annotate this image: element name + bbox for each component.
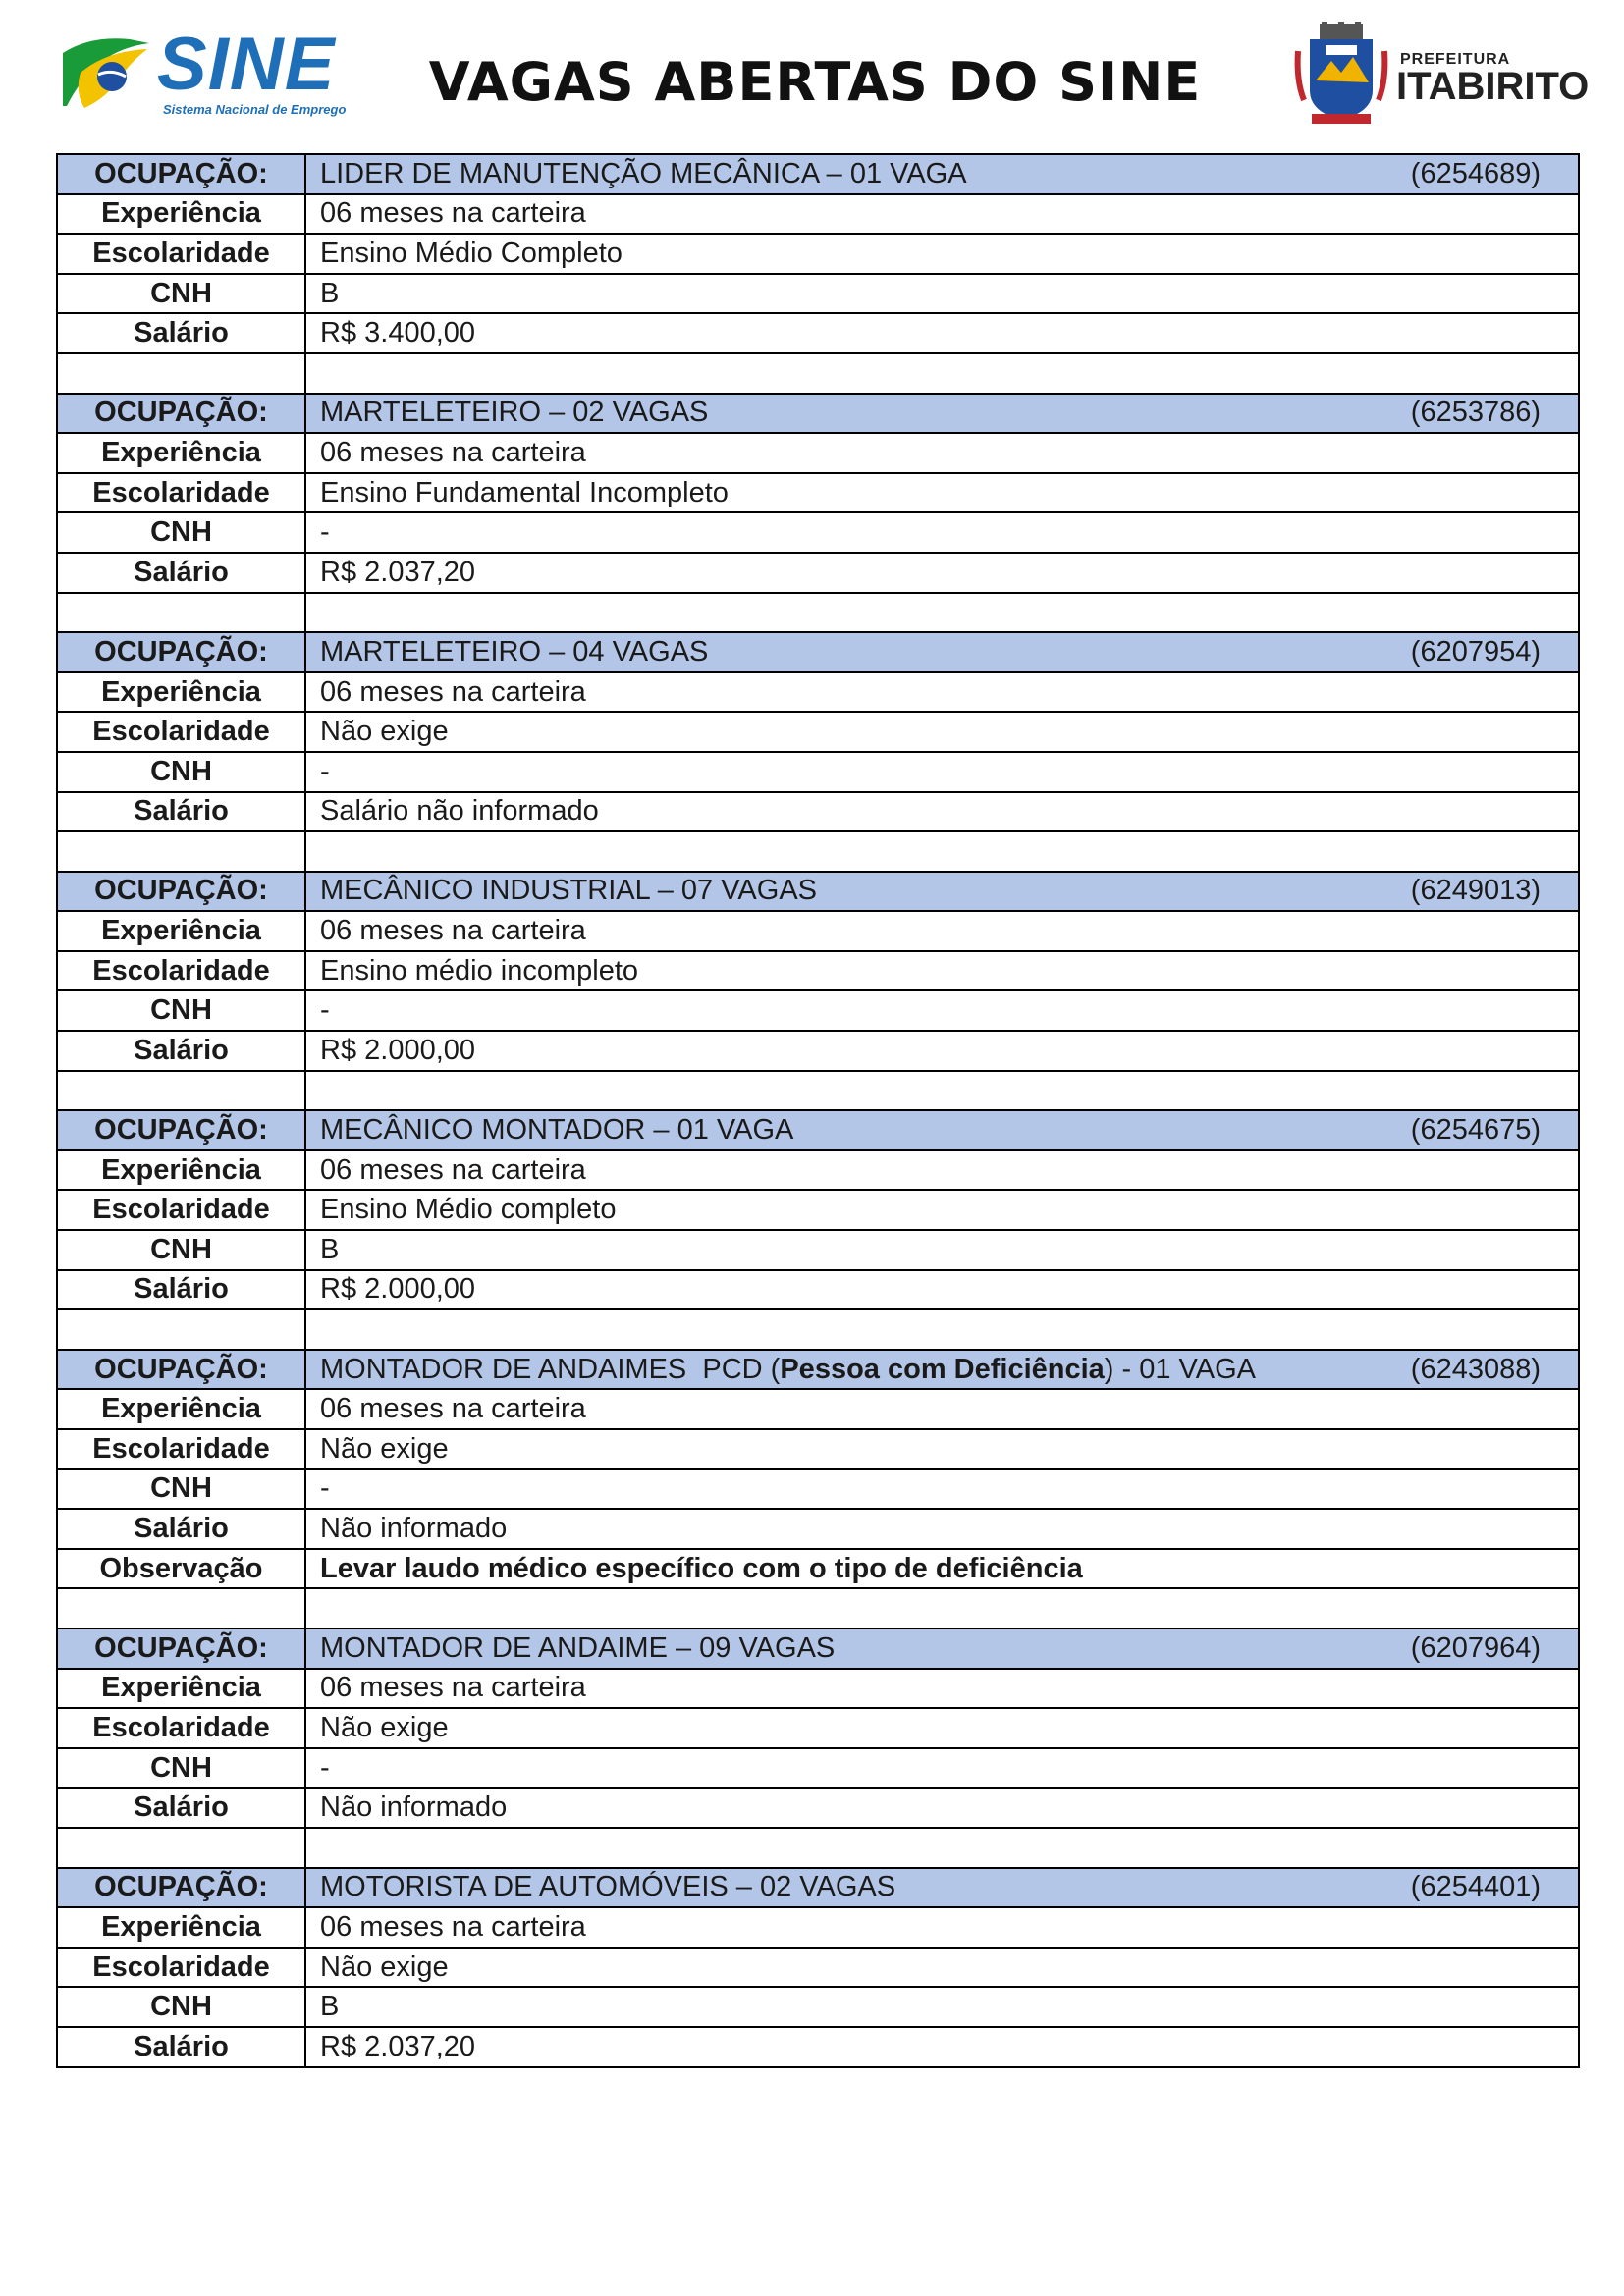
spacer-row	[57, 1828, 1579, 1868]
occupation-title-suffix: ) - 01 VAGA	[1104, 1353, 1256, 1385]
license-value: B	[305, 1987, 1579, 2027]
license-value: -	[305, 990, 1579, 1031]
experience-label: Experiência	[57, 911, 305, 951]
city-name: ITABIRITO	[1396, 65, 1590, 108]
experience-value: 06 meses na carteira	[305, 1150, 1579, 1191]
salary-row	[57, 313, 1579, 353]
sine-logo-text: SINE	[157, 23, 336, 106]
salary-label: Salário	[57, 1788, 305, 1828]
experience-row	[57, 433, 1579, 473]
spacer-row	[57, 593, 1579, 633]
education-label: Escolaridade	[57, 1708, 305, 1748]
license-label: CNH	[57, 1469, 305, 1510]
brazil-flag-icon	[61, 33, 151, 110]
occupation-title: MARTELETEIRO – 02 VAGAS	[320, 397, 709, 429]
job-occupation-row	[57, 1868, 1579, 1908]
education-value: Não exige	[305, 1708, 1579, 1748]
education-value: Não exige	[305, 1948, 1579, 1988]
education-row	[57, 1429, 1579, 1469]
spacer-row	[57, 831, 1579, 872]
sine-logo	[61, 23, 347, 123]
license-row	[57, 1748, 1579, 1789]
education-row	[57, 1708, 1579, 1748]
salary-label: Salário	[57, 313, 305, 353]
occupation-label: OCUPAÇÃO:	[57, 154, 305, 194]
license-label: CNH	[57, 1987, 305, 2027]
occupation-title: MECÂNICO INDUSTRIAL – 07 VAGAS	[320, 875, 818, 907]
job-code: (6207954)	[1410, 635, 1541, 667]
job-code: (6254675)	[1410, 1114, 1541, 1147]
experience-row	[57, 1389, 1579, 1429]
salary-value: R$ 2.037,20	[305, 2027, 1579, 2067]
education-row	[57, 234, 1579, 274]
license-label: CNH	[57, 1230, 305, 1270]
license-value: -	[305, 512, 1579, 553]
spacer-row	[57, 1588, 1579, 1629]
spacer-row	[57, 353, 1579, 394]
education-value: Ensino Médio completo	[305, 1190, 1579, 1230]
job-occupation-row	[57, 1350, 1579, 1390]
education-label: Escolaridade	[57, 712, 305, 752]
license-label: CNH	[57, 990, 305, 1031]
salary-value: Não informado	[305, 1788, 1579, 1828]
salary-label: Salário	[57, 2027, 305, 2067]
education-row	[57, 951, 1579, 991]
experience-value: 06 meses na carteira	[305, 1389, 1579, 1429]
occupation-cell	[305, 872, 1579, 912]
occupation-cell	[305, 632, 1579, 672]
experience-label: Experiência	[57, 672, 305, 713]
page-header	[0, 0, 1624, 147]
license-label: CNH	[57, 752, 305, 792]
prefeitura-logo	[1292, 22, 1590, 128]
spacer-row	[57, 1309, 1579, 1350]
salary-row	[57, 553, 1579, 593]
occupation-title: MARTELETEIRO – 04 VAGAS	[320, 635, 709, 667]
salary-row	[57, 792, 1579, 832]
job-code: (6254689)	[1410, 157, 1541, 189]
experience-label: Experiência	[57, 194, 305, 235]
salary-label: Salário	[57, 1270, 305, 1310]
job-occupation-row	[57, 1110, 1579, 1150]
license-value: -	[305, 1748, 1579, 1789]
salary-value: R$ 2.000,00	[305, 1031, 1579, 1071]
salary-value: R$ 3.400,00	[305, 313, 1579, 353]
education-value: Ensino Fundamental Incompleto	[305, 473, 1579, 513]
license-label: CNH	[57, 274, 305, 314]
education-value: Não exige	[305, 1429, 1579, 1469]
experience-value: 06 meses na carteira	[305, 194, 1579, 235]
experience-row	[57, 194, 1579, 235]
occupation-title-bold: Pessoa com Deficiência	[780, 1353, 1105, 1385]
education-row	[57, 1190, 1579, 1230]
job-openings-table	[56, 153, 1580, 2068]
salary-label: Salário	[57, 1031, 305, 1071]
salary-value: Salário não informado	[305, 792, 1579, 832]
occupation-label: OCUPAÇÃO:	[57, 872, 305, 912]
experience-label: Experiência	[57, 433, 305, 473]
observation-value: Levar laudo médico específico com o tipo de deficiência	[305, 1549, 1579, 1589]
page-title: VAGAS ABERTAS DO SINE	[428, 51, 1202, 113]
experience-value: 06 meses na carteira	[305, 433, 1579, 473]
observation-row	[57, 1549, 1579, 1589]
license-row	[57, 274, 1579, 314]
salary-row	[57, 2027, 1579, 2067]
occupation-cell	[305, 394, 1579, 434]
experience-value: 06 meses na carteira	[305, 672, 1579, 713]
license-row	[57, 752, 1579, 792]
experience-row	[57, 1669, 1579, 1709]
occupation-cell	[305, 1110, 1579, 1150]
salary-value: R$ 2.000,00	[305, 1270, 1579, 1310]
license-value: -	[305, 1469, 1579, 1510]
salary-value: Não informado	[305, 1509, 1579, 1549]
occupation-title: MECÂNICO MONTADOR – 01 VAGA	[320, 1114, 794, 1147]
experience-row	[57, 911, 1579, 951]
occupation-label: OCUPAÇÃO:	[57, 1110, 305, 1150]
occupation-label: OCUPAÇÃO:	[57, 1629, 305, 1669]
license-row	[57, 512, 1579, 553]
occupation-title-prefix: MONTADOR DE ANDAIMES PCD (	[320, 1353, 781, 1385]
license-value: B	[305, 1230, 1579, 1270]
experience-label: Experiência	[57, 1150, 305, 1191]
education-row	[57, 1948, 1579, 1988]
salary-row	[57, 1270, 1579, 1310]
education-row	[57, 712, 1579, 752]
license-label: CNH	[57, 512, 305, 553]
job-code: (6254401)	[1410, 1871, 1541, 1903]
education-value: Ensino Médio Completo	[305, 234, 1579, 274]
education-label: Escolaridade	[57, 1429, 305, 1469]
education-value: Ensino médio incompleto	[305, 951, 1579, 991]
license-value: -	[305, 752, 1579, 792]
job-occupation-row	[57, 1629, 1579, 1669]
salary-label: Salário	[57, 792, 305, 832]
job-code: (6243088)	[1410, 1353, 1541, 1385]
experience-row	[57, 1907, 1579, 1948]
salary-label: Salário	[57, 553, 305, 593]
occupation-label: OCUPAÇÃO:	[57, 394, 305, 434]
occupation-title: LIDER DE MANUTENÇÃO MECÂNICA – 01 VAGA	[320, 157, 967, 189]
education-label: Escolaridade	[57, 234, 305, 274]
salary-row	[57, 1788, 1579, 1828]
experience-row	[57, 672, 1579, 713]
experience-row	[57, 1150, 1579, 1191]
city-crest-icon	[1292, 22, 1390, 128]
experience-label: Experiência	[57, 1389, 305, 1429]
education-label: Escolaridade	[57, 951, 305, 991]
license-label: CNH	[57, 1748, 305, 1789]
occupation-cell	[305, 1629, 1579, 1669]
sine-logo-subtitle: Sistema Nacional de Emprego	[163, 102, 347, 117]
spacer-row	[57, 1071, 1579, 1111]
education-label: Escolaridade	[57, 1948, 305, 1988]
occupation-title: MONTADOR DE ANDAIME – 09 VAGAS	[320, 1631, 836, 1664]
occupation-title	[320, 1354, 1256, 1386]
license-value: B	[305, 274, 1579, 314]
salary-value: R$ 2.037,20	[305, 553, 1579, 593]
license-row	[57, 1987, 1579, 2027]
observation-label: Observação	[57, 1549, 305, 1589]
license-row	[57, 1469, 1579, 1510]
occupation-label: OCUPAÇÃO:	[57, 1350, 305, 1390]
occupation-label: OCUPAÇÃO:	[57, 1868, 305, 1908]
occupation-title: MOTORISTA DE AUTOMÓVEIS – 02 VAGAS	[320, 1871, 896, 1903]
job-occupation-row	[57, 632, 1579, 672]
prefeitura-label: PREFEITURA	[1400, 51, 1511, 68]
license-row	[57, 990, 1579, 1031]
education-label: Escolaridade	[57, 1190, 305, 1230]
license-row	[57, 1230, 1579, 1270]
experience-label: Experiência	[57, 1669, 305, 1709]
job-occupation-row	[57, 394, 1579, 434]
experience-label: Experiência	[57, 1907, 305, 1948]
education-label: Escolaridade	[57, 473, 305, 513]
job-code: (6253786)	[1410, 397, 1541, 429]
job-code: (6249013)	[1410, 875, 1541, 907]
salary-row	[57, 1509, 1579, 1549]
job-occupation-row	[57, 154, 1579, 194]
salary-label: Salário	[57, 1509, 305, 1549]
education-row	[57, 473, 1579, 513]
job-occupation-row	[57, 872, 1579, 912]
experience-value: 06 meses na carteira	[305, 911, 1579, 951]
education-value: Não exige	[305, 712, 1579, 752]
occupation-cell	[305, 1868, 1579, 1908]
salary-row	[57, 1031, 1579, 1071]
experience-value: 06 meses na carteira	[305, 1907, 1579, 1948]
occupation-label: OCUPAÇÃO:	[57, 632, 305, 672]
experience-value: 06 meses na carteira	[305, 1669, 1579, 1709]
occupation-cell	[305, 1350, 1579, 1390]
occupation-cell	[305, 154, 1579, 194]
job-code: (6207964)	[1410, 1631, 1541, 1664]
